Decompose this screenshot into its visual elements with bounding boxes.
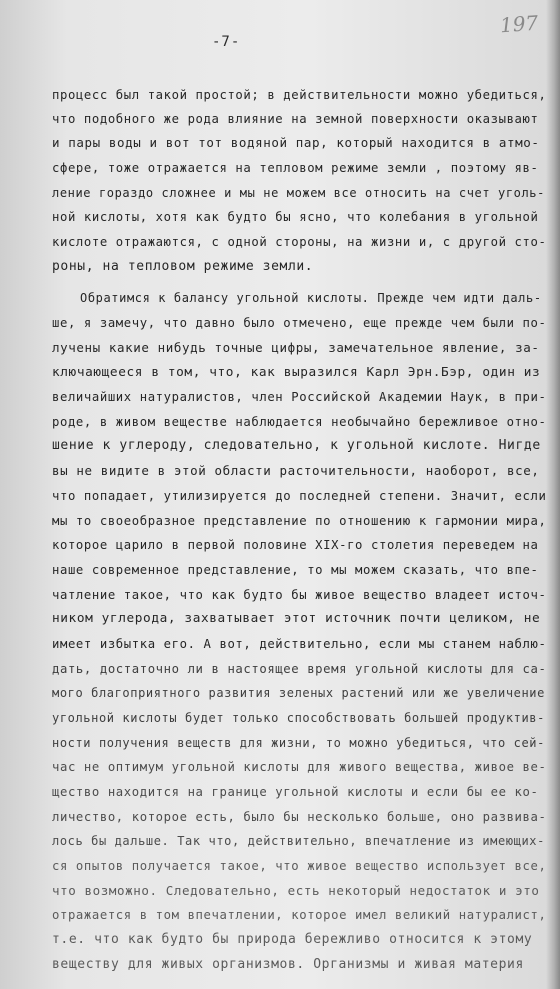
text-line: ся опытов получается такое, что живое вещество использует все, bbox=[52, 859, 547, 873]
text-line: что подобного же рода влияние на земной поверхности оказывают bbox=[52, 112, 539, 126]
text-line: личество, которое есть, было бы несколько больше, оно развива- bbox=[52, 810, 547, 824]
text-line: величайших натуралистов, член Российской Академии Наук, в при- bbox=[52, 390, 547, 404]
text-line: процесс был такой простой; в действительности можно убедиться, bbox=[52, 88, 547, 102]
text-line: вы не видите в этой области расточительности, наоборот, все, bbox=[52, 463, 540, 478]
page-number: -7- bbox=[212, 34, 241, 50]
text-line: лучены какие нибудь точные цифры, замечательное явление, за- bbox=[52, 340, 540, 355]
scan-edge-shadow bbox=[546, 0, 560, 989]
text-line: дать, достаточно ли в настоящее время угольной кислоты для са- bbox=[52, 662, 547, 676]
text-line: щество находится на границе угольной кислоты и если бы ее ко- bbox=[52, 785, 539, 799]
text-line: отражается в том впечатлении, которое имел великий натуралист, bbox=[52, 908, 547, 922]
text-line: т.е. что как будто бы природа бережливо относится к этому bbox=[52, 932, 533, 947]
text-line: имеет избытка его. А вот, действительно, если мы станем наблю- bbox=[52, 637, 547, 651]
text-line: и пары воды и вот тот водяной пар, который находится в атмо- bbox=[52, 135, 540, 150]
text-line: роны, на тепловом режиме земли. bbox=[52, 259, 314, 274]
text-line: ше, я замечу, что давно было отмечено, еще прежде чем были по- bbox=[52, 316, 547, 330]
text-line: шение к углероду, следовательно, к угольной кислоте. Нигде bbox=[52, 438, 541, 453]
text-line: наше современное представление, то мы можем сказать, что впе- bbox=[52, 563, 539, 577]
text-line: ности получения веществ для жизни, то можно убедиться, что сей- bbox=[52, 736, 545, 750]
text-line: ной кислоты, хотя как будто бы ясно, что колебания в угольной bbox=[52, 210, 539, 224]
text-line: чатление такое, что как будто бы живое вещество владеет источ- bbox=[52, 588, 547, 602]
archive-number: 197 bbox=[499, 10, 539, 38]
text-line: угольной кислоты будет только способствовать большей продуктив- bbox=[52, 711, 545, 725]
text-line: кислоте отражаются, с одной стороны, на жизни и, с другой сто- bbox=[52, 235, 547, 249]
text-line: лось бы дальше. Так что, действительно, впечатление из имеющих- bbox=[52, 834, 545, 848]
text-line: ключающееся в том, что, как выразился Карл Эрн.Бэр, один из bbox=[52, 365, 541, 380]
text-line: Обратимся к балансу угольной кислоты. Прежде чем идти даль- bbox=[80, 291, 542, 305]
text-line: ление гораздо сложнее и мы не можем все относить на счет уголь- bbox=[52, 186, 545, 200]
text-line: что возможно. Следовательно, есть некоторый недостаток и это bbox=[52, 883, 540, 898]
text-line: ником углерода, захватывает этот источник почти целиком, не bbox=[52, 611, 541, 626]
text-line: которое царило в первой половине XIX-го столетия переведем на bbox=[52, 538, 539, 552]
text-line: роде, в живом веществе наблюдается необычайно бережливое отно- bbox=[52, 415, 547, 429]
text-line: мы то своеобразное представление по отношению к гармонии мира, bbox=[52, 514, 547, 528]
text-line: что попадает, утилизируется до последней степени. Значит, если bbox=[52, 489, 547, 503]
text-line: веществу для живых организмов. Организмы и живая материя bbox=[52, 957, 524, 972]
text-line: сфере, тоже отражается на тепловом режиме земли , поэтому яв- bbox=[52, 161, 539, 175]
text-line: час не оптимум угольной кислоты для живого вещества, живое ве- bbox=[52, 760, 547, 774]
text-line: мого благоприятного развития зеленых растений или же увеличение bbox=[52, 686, 545, 700]
